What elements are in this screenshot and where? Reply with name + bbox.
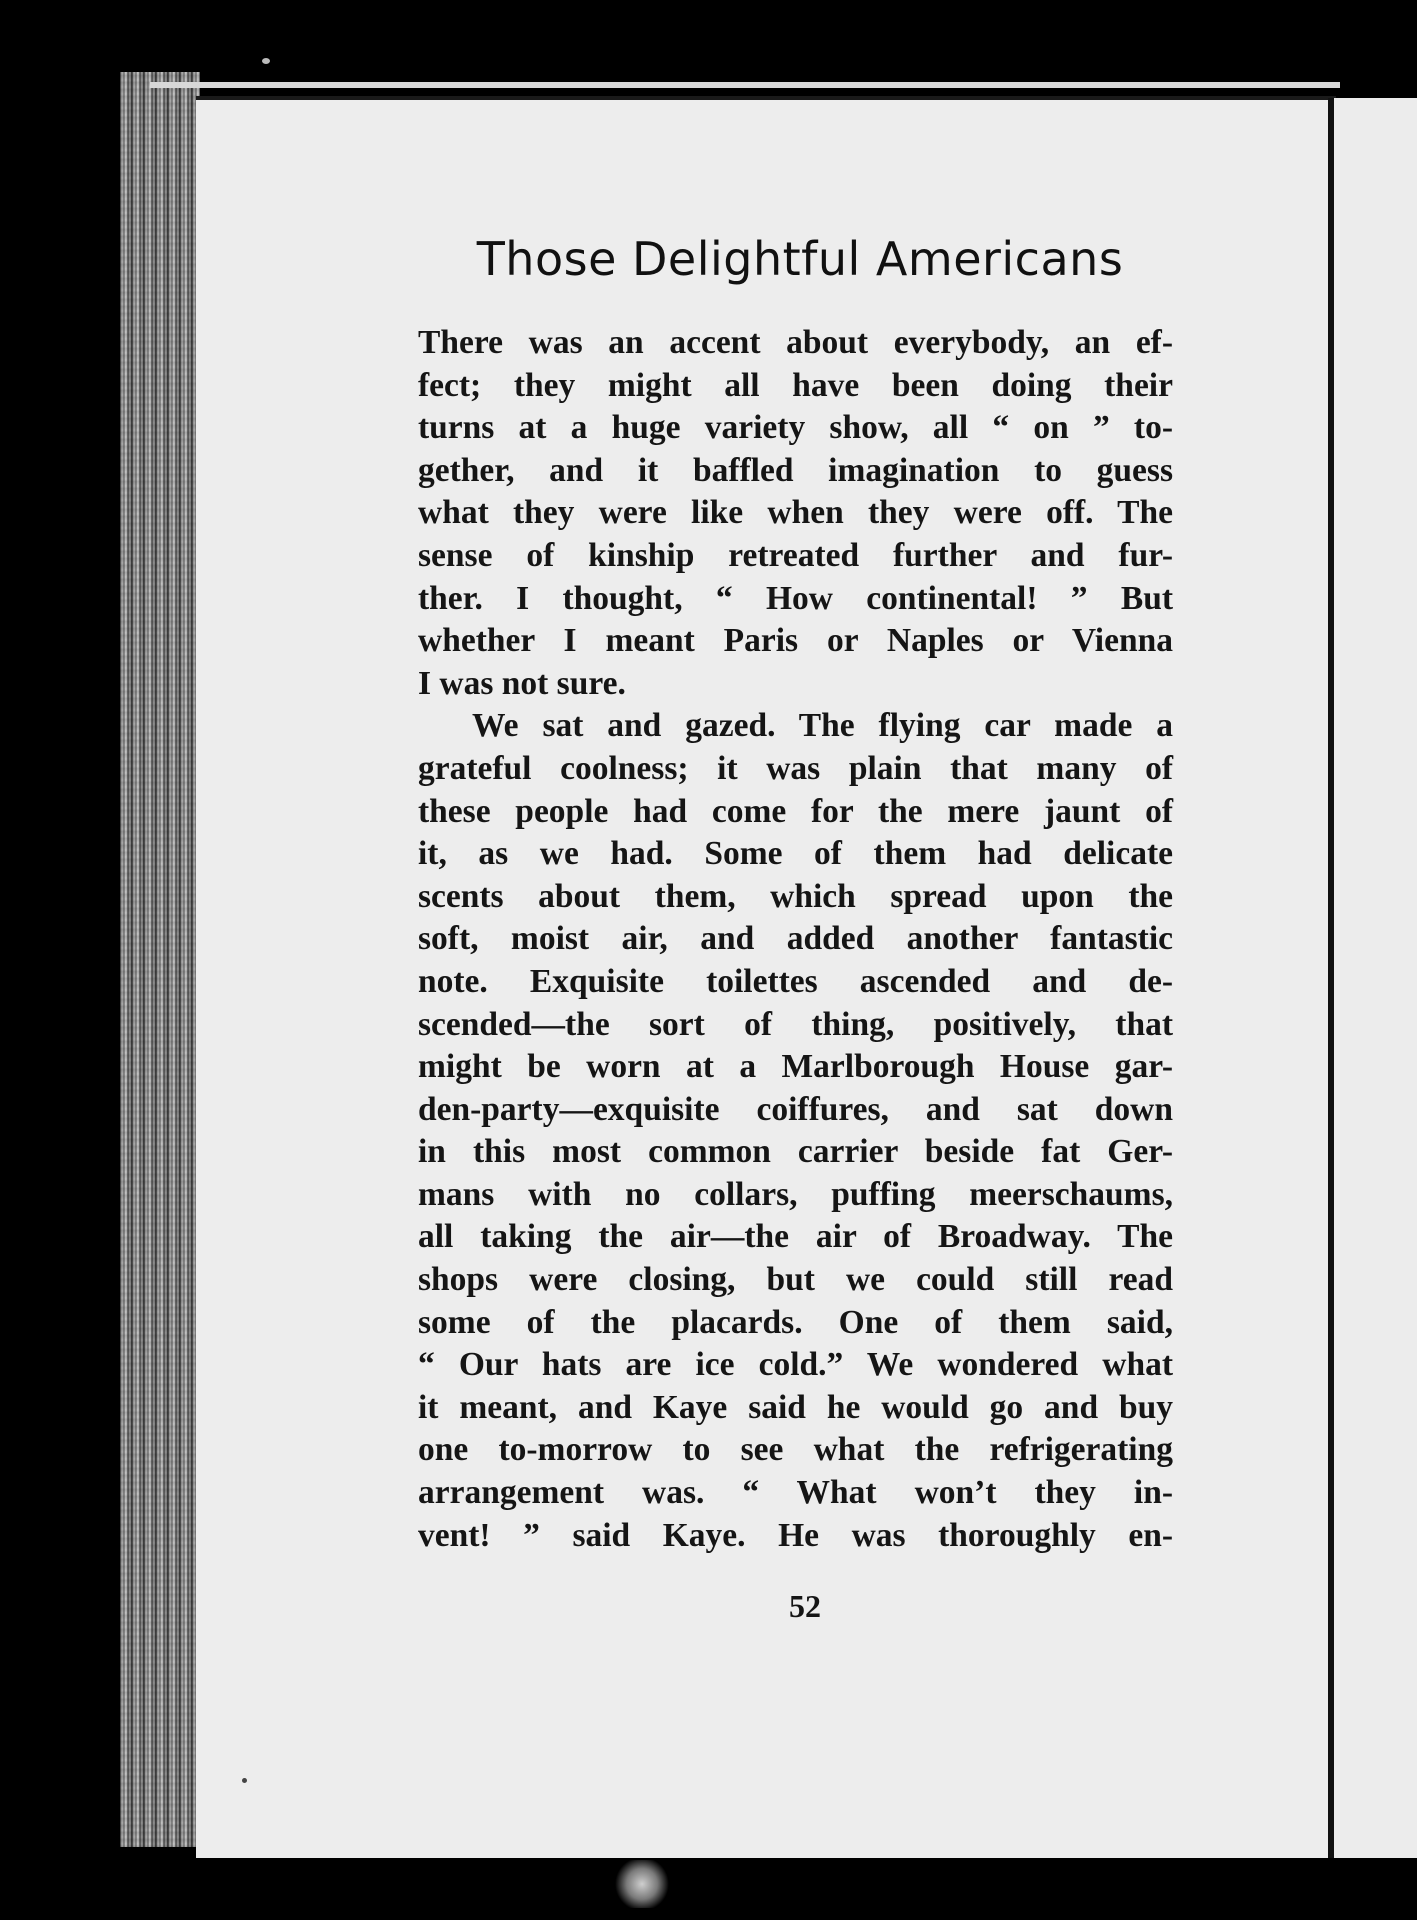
text-line: it meant, and Kaye said he would go and buy: [418, 1388, 1173, 1426]
text-line: den-party—exquisite coiffures, and sat down: [418, 1090, 1173, 1128]
text-line: We sat and gazed. The flying car made a: [472, 707, 1173, 745]
text-line: sense of kinship retreated further and fur-: [418, 536, 1173, 574]
text-line: it, as we had. Some of them had delicate: [418, 835, 1173, 873]
text-line: gether, and it baffled imagination to guess: [418, 451, 1173, 489]
text-line: all taking the air—the air of Broadway. The: [418, 1218, 1173, 1256]
text-line: one to-morrow to see what the refrigerating: [418, 1431, 1173, 1469]
text-line: mans with no collars, puffing meerschaums,: [418, 1175, 1173, 1213]
text-line: There was an accent about everybody, an ef-: [418, 324, 1173, 361]
scan-speck: [242, 1778, 247, 1783]
scan-speck: [262, 58, 270, 64]
text-line: fect; they might all have been doing their: [418, 366, 1173, 404]
text-line: whether I meant Paris or Naples or Vienna: [418, 622, 1173, 660]
scan-blot: [612, 1860, 672, 1908]
text-line: might be worn at a Marlborough House gar-: [418, 1048, 1173, 1086]
text-line: vent! ” said Kaye. He was thoroughly en-: [418, 1516, 1173, 1554]
text-line: note. Exquisite toilettes ascended and de-: [418, 962, 1173, 1000]
text-line: ther. I thought, “ How continental! ” But: [418, 579, 1173, 617]
running-head: Those Delightful Americans: [476, 232, 1124, 286]
left-page-edges: [120, 72, 200, 1847]
text-line: soft, moist air, and added another fantastic: [418, 920, 1173, 958]
text-line: in this most common carrier beside fat Ger-: [418, 1133, 1173, 1171]
text-line: turns at a huge variety show, all “ on ” to-: [418, 409, 1173, 447]
text-line: some of the placards. One of them said,: [418, 1303, 1173, 1341]
text-line: shops were closing, but we could still read: [418, 1261, 1173, 1299]
text-line: I was not sure.: [418, 664, 626, 702]
text-line: what they were like when they were off. The: [418, 494, 1173, 532]
text-line: “ Our hats are ice cold.” We wondered what: [418, 1346, 1173, 1384]
body-text: [418, 322, 1173, 1557]
text-line: arrangement was. “ What won’t they in-: [418, 1474, 1173, 1512]
facing-page-edge: [1328, 98, 1417, 1858]
text-line: grateful coolness; it was plain that many of: [418, 749, 1173, 787]
page-number: 52: [789, 1588, 821, 1624]
text-line: scended—the sort of thing, positively, that: [418, 1005, 1173, 1043]
text-line: scents about them, which spread upon the: [418, 877, 1173, 915]
page-top-edge: [150, 82, 1340, 88]
text-line: these people had come for the mere jaunt of: [418, 792, 1173, 830]
